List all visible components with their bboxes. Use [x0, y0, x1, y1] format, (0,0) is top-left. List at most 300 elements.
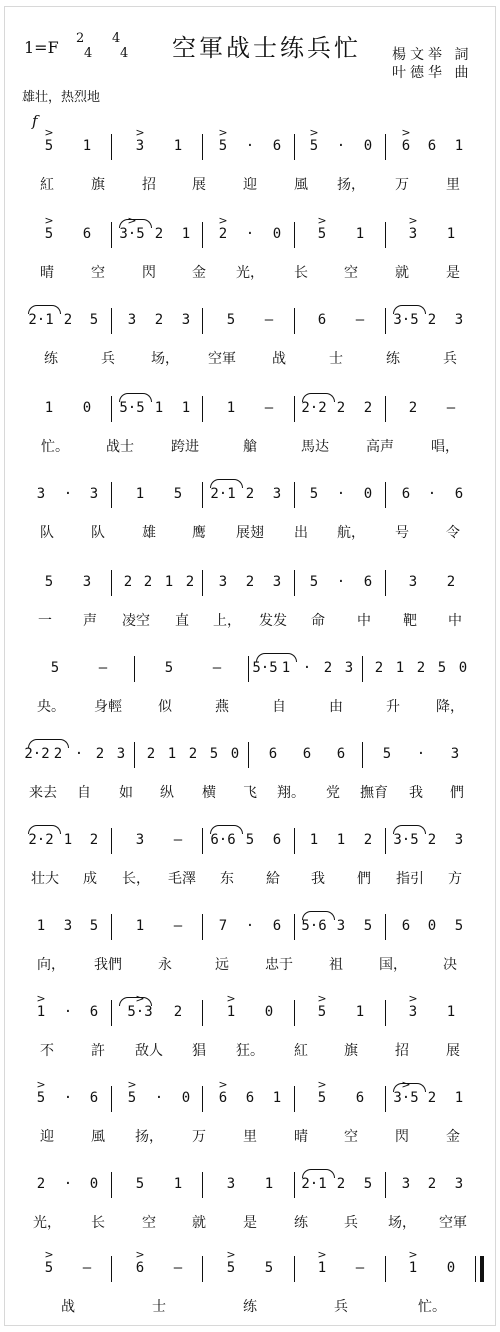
notes-line: [0, 214, 500, 250]
note: 5: [36, 1090, 46, 1106]
note: 2: [245, 486, 255, 502]
lyric-syllable: 風: [91, 1129, 105, 1145]
lyric-syllable: 永: [158, 957, 172, 973]
lyric-syllable: 党: [326, 785, 340, 801]
note: 1: [355, 1004, 365, 1020]
barline: [202, 396, 203, 422]
lyric-syllable: 长，: [122, 871, 150, 887]
note: 6: [355, 1090, 365, 1106]
barline: [134, 656, 135, 682]
note: 2: [427, 1090, 437, 1106]
note: 5: [437, 660, 447, 676]
lyrics-line: [0, 1126, 500, 1148]
augmentation-dot: ·: [245, 138, 255, 154]
accent-mark: >: [226, 992, 236, 1005]
note: 2: [173, 1004, 183, 1020]
lyric-syllable: 們: [450, 785, 464, 801]
lyric-syllable: 里: [243, 1129, 257, 1145]
barline: [202, 1086, 203, 1112]
note: 5: [44, 1260, 54, 1276]
time-signature-2-4: [76, 32, 92, 60]
lyric-syllable: 航，: [337, 525, 365, 541]
lyric-syllable: 由: [329, 699, 343, 715]
lyric-syllable: 战: [61, 1299, 75, 1315]
music-system: [0, 214, 500, 298]
lyric-syllable: 燕: [215, 699, 229, 715]
lyric-syllable: 升: [386, 699, 400, 715]
slur: [302, 1169, 335, 1178]
note: 2·1: [301, 1176, 327, 1192]
lyric-syllable: 横: [202, 785, 216, 801]
note: 3: [401, 1176, 411, 1192]
notes-line: [0, 1248, 500, 1284]
lyrics-line: [0, 696, 500, 718]
note: 3: [408, 574, 418, 590]
note: 2: [154, 226, 164, 242]
barline: [202, 828, 203, 854]
barline: [362, 656, 363, 682]
note: 2·1: [210, 486, 236, 502]
note: 5·5: [119, 400, 145, 416]
lyric-syllable: 給: [266, 871, 280, 887]
music-system: [0, 738, 500, 818]
lyric-syllable: 展翅: [236, 525, 264, 541]
lyric-syllable: 纵: [160, 785, 174, 801]
barline: [385, 222, 386, 248]
lyric-syllable: 祖: [329, 957, 343, 973]
note: 1: [167, 746, 177, 762]
lyric-syllable: 练: [386, 351, 400, 367]
barline: [385, 134, 386, 160]
accent-mark: >: [401, 126, 411, 139]
note: 2: [427, 832, 437, 848]
slur: [256, 653, 297, 662]
accent-mark: >: [317, 1078, 327, 1091]
note: 1: [317, 1260, 327, 1276]
lyric-syllable: 扬，: [337, 177, 365, 193]
lyric-syllable: 旗: [91, 177, 105, 193]
music-system: [0, 126, 500, 210]
augmentation-dot: ·: [154, 1090, 164, 1106]
lyric-syllable: 队: [91, 525, 105, 541]
note: 7: [218, 918, 228, 934]
accent-mark: >: [135, 1248, 145, 1261]
lyric-syllable: 向，: [37, 957, 65, 973]
note: 5: [264, 1260, 274, 1276]
lyric-syllable: 来去: [29, 785, 57, 801]
note: 2·2: [28, 832, 54, 848]
barline: [202, 1172, 203, 1198]
note: 5: [135, 1176, 145, 1192]
augmentation-dot: ·: [74, 746, 84, 762]
note: 2: [36, 1176, 46, 1192]
lyric-syllable: 們: [357, 871, 371, 887]
lyric-syllable: 我們: [94, 957, 122, 973]
note: 2·2: [301, 400, 327, 416]
lyric-syllable: 东: [220, 871, 234, 887]
notes-line: [0, 1078, 500, 1114]
barline: [202, 914, 203, 940]
lyric-syllable: 忙。: [41, 439, 69, 455]
lyric-syllable: 晴: [40, 265, 54, 281]
note: 5: [317, 226, 327, 242]
barline: [294, 134, 295, 160]
note: 3: [450, 746, 460, 762]
note: 3·5: [393, 1090, 419, 1106]
note: 0: [363, 138, 373, 154]
barline: [111, 1000, 112, 1026]
accent-mark: >: [408, 992, 418, 1005]
lyric-syllable: 万: [395, 177, 409, 193]
note: 1: [446, 1004, 456, 1020]
barline: [202, 308, 203, 334]
lyric-syllable: 空軍: [439, 1215, 467, 1231]
lyric-syllable: 练: [44, 351, 58, 367]
note: 2: [146, 746, 156, 762]
lyric-syllable: 中: [448, 613, 462, 629]
barline: [385, 1086, 386, 1112]
note: 1: [309, 832, 319, 848]
note: 2: [416, 660, 426, 676]
note: 5: [226, 1260, 236, 1276]
lyric-syllable: 中: [357, 613, 371, 629]
lyric-syllable: 狂。: [236, 1043, 264, 1059]
lyric-syllable: 场，: [151, 351, 179, 367]
note: 5: [226, 312, 236, 328]
lyric-syllable: 空: [344, 265, 358, 281]
lyric-syllable: 就: [395, 265, 409, 281]
lyrics-line: [0, 1296, 500, 1318]
note: 5: [309, 138, 319, 154]
note: 2: [185, 574, 195, 590]
lyric-syllable: 练: [243, 1299, 257, 1315]
lyric-syllable: 光，: [236, 265, 264, 281]
note: 1: [272, 1090, 282, 1106]
lyric-syllable: 展: [192, 177, 206, 193]
lyric-syllable: 就: [192, 1215, 206, 1231]
augmentation-dot: ·: [416, 746, 426, 762]
lyric-syllable: 紅: [294, 1043, 308, 1059]
sustain-dash: —: [355, 312, 365, 328]
note: 5: [317, 1004, 327, 1020]
note: 5: [89, 312, 99, 328]
lyric-syllable: 展: [446, 1043, 460, 1059]
note: 1: [44, 400, 54, 416]
sustain-dash: —: [98, 660, 108, 676]
lyric-syllable: 是: [243, 1215, 257, 1231]
note: 1: [281, 660, 291, 676]
barline: [111, 914, 112, 940]
note: 3: [116, 746, 126, 762]
lyric-syllable: 声: [83, 613, 97, 629]
note: 3: [135, 832, 145, 848]
slur: [393, 825, 426, 834]
lyrics-line: [0, 868, 500, 890]
lyric-syllable: 招: [395, 1043, 409, 1059]
note: 1: [395, 660, 405, 676]
lyric-syllable: 一: [38, 613, 52, 629]
barline: [111, 1086, 112, 1112]
lyrics-line: [0, 610, 500, 632]
accent-mark: >: [317, 992, 327, 1005]
lyric-syllable: 我: [311, 871, 325, 887]
sustain-dash: —: [264, 400, 274, 416]
barline: [294, 828, 295, 854]
note: 1: [181, 226, 191, 242]
note: 3: [226, 1176, 236, 1192]
lyric-syllable: 閃: [142, 265, 156, 281]
note: 5: [44, 574, 54, 590]
note: 3: [89, 486, 99, 502]
lyric-syllable: 招: [142, 177, 156, 193]
accent-mark: >: [127, 1078, 137, 1091]
sustain-dash: —: [212, 660, 222, 676]
note: 2·2: [24, 746, 50, 762]
augmentation-dot: ·: [245, 918, 255, 934]
note: 6: [336, 746, 346, 762]
lyric-syllable: 战士: [106, 439, 134, 455]
note: 1: [63, 832, 73, 848]
note: 0: [446, 1260, 456, 1276]
slur: [119, 393, 152, 402]
note: 1: [408, 1260, 418, 1276]
accent-mark: >: [408, 1248, 418, 1261]
slur: [393, 1083, 426, 1092]
accent-mark: >: [317, 214, 327, 227]
sustain-dash: —: [173, 1260, 183, 1276]
notes-line: [0, 738, 500, 770]
lyric-syllable: 远: [215, 957, 229, 973]
note: 1: [135, 486, 145, 502]
note: 2: [188, 746, 198, 762]
note: 6: [317, 312, 327, 328]
accent-mark: >: [44, 1248, 54, 1261]
note: 6: [401, 486, 411, 502]
note: 2: [143, 574, 153, 590]
lyric-syllable: 战: [272, 351, 286, 367]
note: 2: [446, 574, 456, 590]
note: 5: [454, 918, 464, 934]
note: 6: [245, 1090, 255, 1106]
lyric-syllable: 晴: [294, 1129, 308, 1145]
note: 3: [127, 312, 137, 328]
note: 2: [95, 746, 105, 762]
note: 6: [272, 832, 282, 848]
accent-mark: >: [226, 1248, 236, 1261]
note: 1: [173, 138, 183, 154]
slur: [28, 305, 61, 314]
note: 3: [454, 832, 464, 848]
note: 6: [268, 746, 278, 762]
barline: [111, 1172, 112, 1198]
note: 2: [374, 660, 384, 676]
lyric-syllable: 翔。: [277, 785, 305, 801]
barline: [385, 914, 386, 940]
lyric-syllable: 空軍: [208, 351, 236, 367]
lyric-syllable: 如: [119, 785, 133, 801]
lyric-syllable: 空: [344, 1129, 358, 1145]
note: 1: [181, 400, 191, 416]
barline: [294, 570, 295, 596]
barline: [202, 134, 203, 160]
notes-line: [0, 824, 500, 856]
barline: [202, 570, 203, 596]
slur: [28, 739, 69, 748]
barline: [362, 742, 363, 768]
lyric-syllable: 央。: [37, 699, 65, 715]
time-signature-4-4: [112, 32, 128, 60]
note: 2: [245, 574, 255, 590]
accent-mark: >: [135, 992, 145, 1005]
lyric-syllable: 万: [192, 1129, 206, 1145]
sustain-dash: —: [173, 832, 183, 848]
music-system: [0, 566, 500, 646]
barline: [248, 656, 249, 682]
lyric-syllable: 成: [83, 871, 97, 887]
note: 1: [454, 1090, 464, 1106]
note: 5: [44, 138, 54, 154]
lyric-syllable: 队: [40, 525, 54, 541]
lyric-syllable: 兵: [344, 1215, 358, 1231]
lyric-syllable: 发发: [259, 613, 287, 629]
lyric-syllable: 出: [294, 525, 308, 541]
note: 3: [82, 574, 92, 590]
lyric-syllable: 迎: [243, 177, 257, 193]
note: 5: [173, 486, 183, 502]
lyrics-line: [0, 1040, 500, 1062]
note: 5·5: [252, 660, 278, 676]
music-system: [0, 992, 500, 1076]
lyric-syllable: 壮大: [31, 871, 59, 887]
note: 5: [363, 1176, 373, 1192]
slur: [210, 825, 243, 834]
accent-mark: >: [36, 992, 46, 1005]
note: 1: [446, 226, 456, 242]
note: 2: [218, 226, 228, 242]
note: 2: [154, 312, 164, 328]
note: 2: [427, 1176, 437, 1192]
lyric-syllable: 长: [91, 1215, 105, 1231]
note: 3: [408, 1004, 418, 1020]
note: 0: [458, 660, 468, 676]
lyrics-line: [0, 522, 500, 544]
lyric-syllable: 唱，: [431, 439, 459, 455]
music-system: [0, 652, 500, 732]
final-barline: [480, 1256, 484, 1282]
augmentation-dot: ·: [63, 486, 73, 502]
lyric-syllable: 兵: [334, 1299, 348, 1315]
music-system: [0, 1168, 500, 1248]
augmentation-dot: ·: [245, 226, 255, 242]
note: 3: [63, 918, 73, 934]
barline: [294, 396, 295, 422]
key-signature: 1=F: [24, 38, 59, 57]
lyrics-line: [0, 782, 500, 804]
barline: [294, 308, 295, 334]
lyrics-line: [0, 174, 500, 196]
note: 6: [454, 486, 464, 502]
note: 6: [272, 138, 282, 154]
note: 5·3: [127, 1004, 153, 1020]
note: 2: [363, 400, 373, 416]
note: 5: [363, 918, 373, 934]
note: 0: [181, 1090, 191, 1106]
tempo-marking: 雄壮，热烈地: [22, 90, 101, 105]
lyric-syllable: 号: [395, 525, 409, 541]
barline: [248, 742, 249, 768]
lyric-syllable: 許: [91, 1043, 105, 1059]
barline: [111, 396, 112, 422]
slur: [302, 393, 335, 402]
lyric-syllable: 上，: [213, 613, 241, 629]
note: 1: [355, 226, 365, 242]
notes-line: [0, 126, 500, 162]
barline: [134, 742, 135, 768]
augmentation-dot: ·: [302, 660, 312, 676]
barline: [385, 828, 386, 854]
barline: [202, 1000, 203, 1026]
note: 6: [363, 574, 373, 590]
note: 0: [363, 486, 373, 502]
note: 3: [218, 574, 228, 590]
augmentation-dot: ·: [427, 486, 437, 502]
accent-mark: >: [127, 214, 137, 227]
lyric-syllable: 毛澤: [168, 871, 196, 887]
note: 1: [336, 832, 346, 848]
note: 3: [408, 226, 418, 242]
barline: [475, 1256, 476, 1282]
notes-line: [0, 992, 500, 1028]
lyrics-line: [0, 436, 500, 458]
barline: [385, 1256, 386, 1282]
composer-credit: 叶德华 曲: [392, 65, 473, 81]
lyric-syllable: 不: [40, 1043, 54, 1059]
barline: [202, 1256, 203, 1282]
note: 6: [82, 226, 92, 242]
lyrics-line: [0, 954, 500, 976]
note: 2: [323, 660, 333, 676]
note: 0: [272, 226, 282, 242]
barline: [385, 1000, 386, 1026]
music-system: [0, 304, 500, 384]
lyric-syllable: 紅: [40, 177, 54, 193]
lyric-syllable: 令: [446, 525, 460, 541]
note: 3: [454, 312, 464, 328]
note: 6: [302, 746, 312, 762]
note: 5: [209, 746, 219, 762]
note: 0: [427, 918, 437, 934]
lyric-syllable: 士: [152, 1299, 166, 1315]
lyrics-line: [0, 262, 500, 284]
notes-line: [0, 652, 500, 684]
note: 1: [164, 574, 174, 590]
slur: [393, 305, 426, 314]
music-system: [0, 910, 500, 990]
lyric-syllable: 飞: [243, 785, 257, 801]
note: 3: [272, 574, 282, 590]
note: 3·5: [393, 312, 419, 328]
accent-mark: >: [44, 214, 54, 227]
lyric-syllable: 雄: [142, 525, 156, 541]
note: 1: [135, 918, 145, 934]
note: 6: [218, 1090, 228, 1106]
barline: [385, 396, 386, 422]
lyric-syllable: 旗: [344, 1043, 358, 1059]
song-title: 空軍战士练兵忙: [172, 34, 361, 62]
note: 0: [230, 746, 240, 762]
note: 3: [336, 918, 346, 934]
lyric-syllable: 指引: [396, 871, 424, 887]
